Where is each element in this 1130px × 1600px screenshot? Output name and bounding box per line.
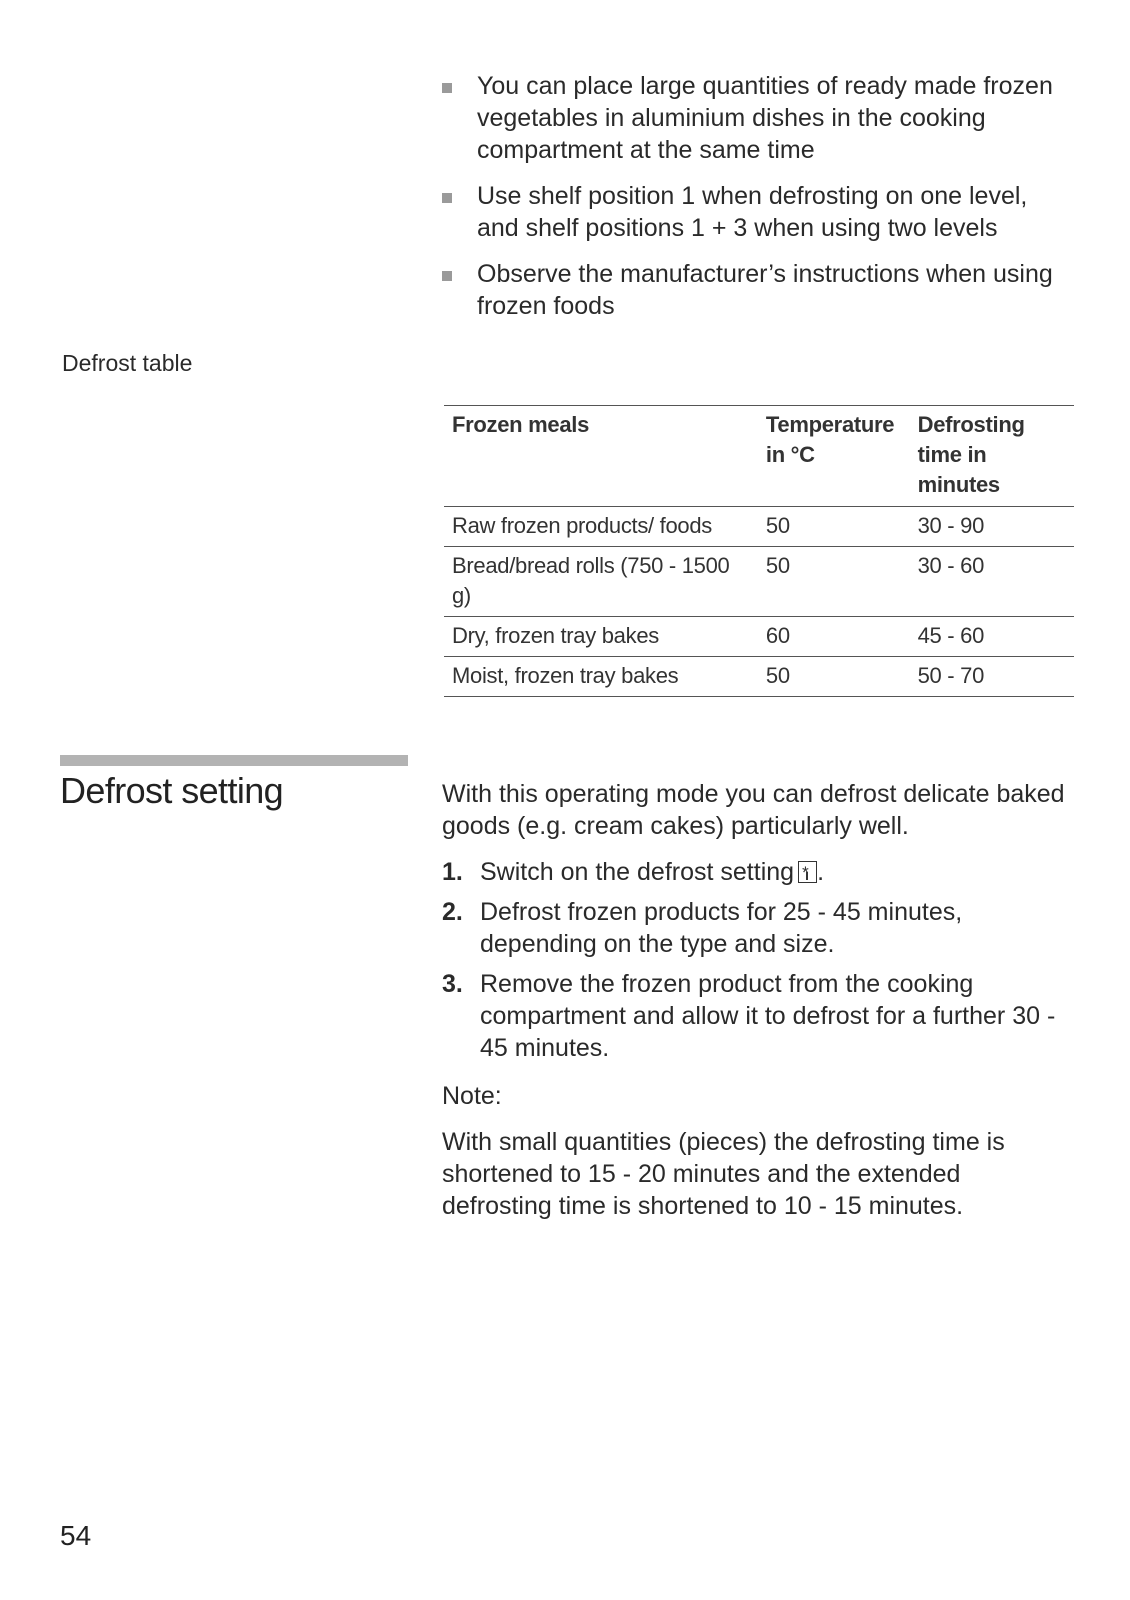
table-row xyxy=(444,617,1074,657)
table-cell-meal: Raw frozen products/ foods xyxy=(444,507,758,547)
intro-paragraph: With this operating mode you can defrost delicate baked goods (e.g. cream cakes) particularly well. xyxy=(442,780,1065,840)
section-divider xyxy=(60,755,408,766)
table-cell-temperature: 60 xyxy=(758,617,910,657)
defrost-table xyxy=(444,405,1074,697)
page-number: 54 xyxy=(60,1520,92,1551)
table-row xyxy=(444,507,1074,547)
defrost-table-heading: Defrost table xyxy=(62,350,193,376)
table-cell-meal: Bread/bread rolls (750 - 1500 g) xyxy=(444,547,758,617)
step-item xyxy=(442,896,1072,960)
step-item xyxy=(442,856,1072,888)
step-text: Defrost frozen products for 25 - 45 minutes, depending on the type and size. xyxy=(480,898,963,958)
note-title: Note: xyxy=(442,1082,502,1110)
step-text: Remove the frozen product from the cooking compartment and allow it to defrost for a further 30 - 45 minutes. xyxy=(480,970,1056,1062)
section-title: Defrost setting xyxy=(60,770,284,811)
table-row xyxy=(444,547,1074,617)
steps-list xyxy=(442,856,1072,1064)
bullet-text: Observe the manufacturer’s instructions when using frozen foods xyxy=(477,260,1053,320)
table-cell-time: 45 - 60 xyxy=(910,617,1074,657)
step-number: 3. xyxy=(442,970,463,998)
table-cell-meal: Dry, frozen tray bakes xyxy=(444,617,758,657)
table-cell-time: 30 - 90 xyxy=(910,507,1074,547)
step-suffix: . xyxy=(817,858,825,886)
table-cell-meal: Moist, frozen tray bakes xyxy=(444,657,758,697)
square-bullet-icon xyxy=(442,193,452,203)
table-cell-temperature: 50 xyxy=(758,507,910,547)
table-cell-time: 50 - 70 xyxy=(910,657,1074,697)
square-bullet-icon xyxy=(442,83,452,93)
bullet-list xyxy=(440,70,1060,336)
bullet-item xyxy=(440,180,1060,244)
step-text: Switch on the defrost setting xyxy=(480,858,795,886)
note-text: With small quantities (pieces) the defrosting time is shortened to 15 - 20 minutes and the extended defrosting time is shortened to 10 - 15 minutes. xyxy=(442,1128,1005,1220)
table-cell-temperature: 50 xyxy=(758,547,910,617)
bullet-text: Use shelf position 1 when defrosting on one level, and shelf positions 1 + 3 when using two levels xyxy=(477,182,1028,242)
table-header-row xyxy=(444,406,1074,507)
step-number: 2. xyxy=(442,898,463,926)
table-cell-time: 30 - 60 xyxy=(910,547,1074,617)
column-header-frozen-meals: Frozen meals xyxy=(444,406,758,507)
column-header-defrosting-time: Defrosting time in minutes xyxy=(910,406,1074,507)
column-header-temperature: Temperature in °C xyxy=(758,406,910,507)
square-bullet-icon xyxy=(442,271,452,281)
section-body xyxy=(442,778,1072,1222)
step-item xyxy=(442,968,1072,1064)
step-number: 1. xyxy=(442,858,463,886)
defrost-icon xyxy=(798,861,817,883)
bullet-item xyxy=(440,258,1060,322)
bullet-text: You can place large quantities of ready made frozen vegetables in aluminium dishes in the cooking compartment at the same time xyxy=(477,72,1053,164)
bullet-item xyxy=(440,70,1060,166)
table-row xyxy=(444,657,1074,697)
table-cell-temperature: 50 xyxy=(758,657,910,697)
